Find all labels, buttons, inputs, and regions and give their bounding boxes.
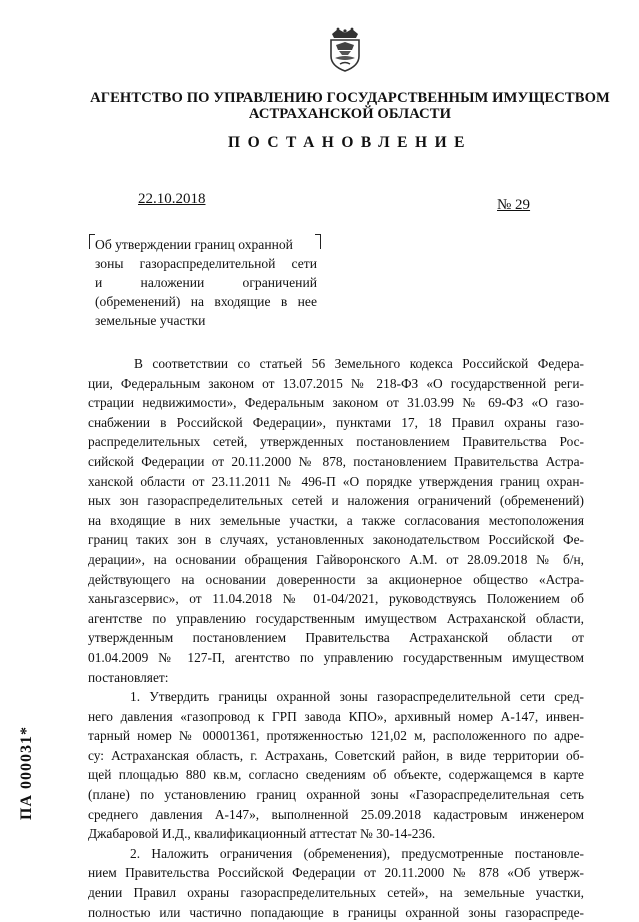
body-line: (плане) по установлению границ охранной зоны «Газораспределительная сеть: [88, 787, 584, 803]
body-line: распределительных сетей, утвержденных постановлением Правительства Рос-: [88, 434, 584, 450]
document-subject: [95, 235, 317, 330]
body-line: нием Правительства Российской Федерации от 20.11.2000 № 878 «Об утверж-: [88, 865, 584, 881]
document-body: [88, 354, 584, 922]
body-line: дении Правил охраны газораспределительных сетей», на земельные участки,: [88, 885, 584, 901]
subject-line: и наложении ограничений: [95, 275, 317, 290]
body-line: В соответствии со статьей 56 Земельного кодекса Российской Федера-: [134, 356, 584, 371]
subject-line: земельные участки: [95, 313, 206, 328]
document-number: № 29: [497, 197, 531, 213]
body-line: ханьгазсервис», от 11.04.2018 № 01-04/2021, руководствуясь Положением об: [88, 591, 584, 607]
subject-line: (обременений) на входящие в нее: [95, 294, 317, 309]
body-line: полностью или частично попадающие в границы охранной зоны газораспреде-: [88, 904, 584, 920]
body-line: действующего на основании доверенности за акционерное общество «Астра-: [88, 571, 584, 587]
body-line: дерации», на основании обращения Гайворонского А.М. от 28.09.2018 № б/н,: [88, 551, 584, 567]
document-type-title: ПОСТАНОВЛЕНИЕ: [228, 134, 472, 151]
agency-name-line1: АГЕНТСТВО ПО УПРАВЛЕНИЮ ГОСУДАРСТВЕННЫМ ИМУЩЕСТВОМ: [90, 90, 610, 106]
body-line: снабжении в Российской Федерации», пунктами 17, 18 Правил охраны газо-: [88, 414, 584, 430]
body-line: 2. Наложить ограничения (обременения), предусмотренные постановле-: [130, 845, 584, 861]
body-line: сийской Федерации от 20.11.2000 № 878, постановлением Правительства Астра-: [88, 453, 584, 469]
body-line: су: Астраханская область, г. Астрахань, Советский район, в виде территории об-: [88, 747, 584, 763]
body-line: страции недвижимости», Федеральным законом от 31.03.99 № 69-ФЗ «О газо-: [88, 395, 584, 411]
body-line: ции, Федеральным законом от 13.07.2015 № 218-ФЗ «О государственной реги-: [88, 375, 584, 391]
body-line: агентстве по управлению государственным имуществом Астраханской области,: [88, 610, 584, 626]
document-date: 22.10.2018: [138, 191, 206, 207]
body-line: ханской области от 23.11.2011 № 496-П «О порядке утверждения границ охран-: [88, 473, 584, 489]
body-line: среднего давления А-147», выполненной 25.09.2018 кадастровым инженером: [88, 806, 584, 822]
body-line: на входящие в них земельные участки, а также согласования местоположения: [88, 512, 584, 528]
body-line: границ таких зон в случаях, установленных законодательством Российской Фе-: [88, 532, 584, 548]
body-line: ных зон газораспределительных сетей и наложения ограничений (обременений): [88, 493, 584, 509]
body-line: Джабаровой И.Д., квалификационный аттестат № 30-14-236.: [88, 826, 436, 842]
body-line: щей площадью 880 кв.м, согласно сведениям об объекте, содержащемся в карте: [88, 767, 584, 783]
subject-line: зоны газораспределительной сети: [95, 256, 317, 271]
coat-of-arms-icon: [326, 26, 364, 72]
body-line: него давления «газопровод к ГРП завода КПО», архивный номер А-147, инвен-: [88, 708, 584, 724]
body-line: 1. Утвердить границы охранной зоны газораспределительной сети сред-: [130, 689, 584, 705]
body-line: утвержденным постановлением Правительства Астраханской области от: [88, 630, 584, 646]
agency-name-line2: АСТРАХАНСКОЙ ОБЛАСТИ: [248, 106, 452, 122]
registration-stamp: ПА 000031*: [18, 726, 35, 820]
subject-line: Об утверждении границ охранной: [95, 237, 293, 252]
body-line: 01.04.2009 № 127-П, агентство по управлению государственным имуществом: [88, 649, 584, 665]
body-line: тарный номер № 00001361, протяженностью 121,02 м, расположенного по адре-: [88, 728, 584, 744]
body-line: постановляет:: [88, 669, 169, 685]
